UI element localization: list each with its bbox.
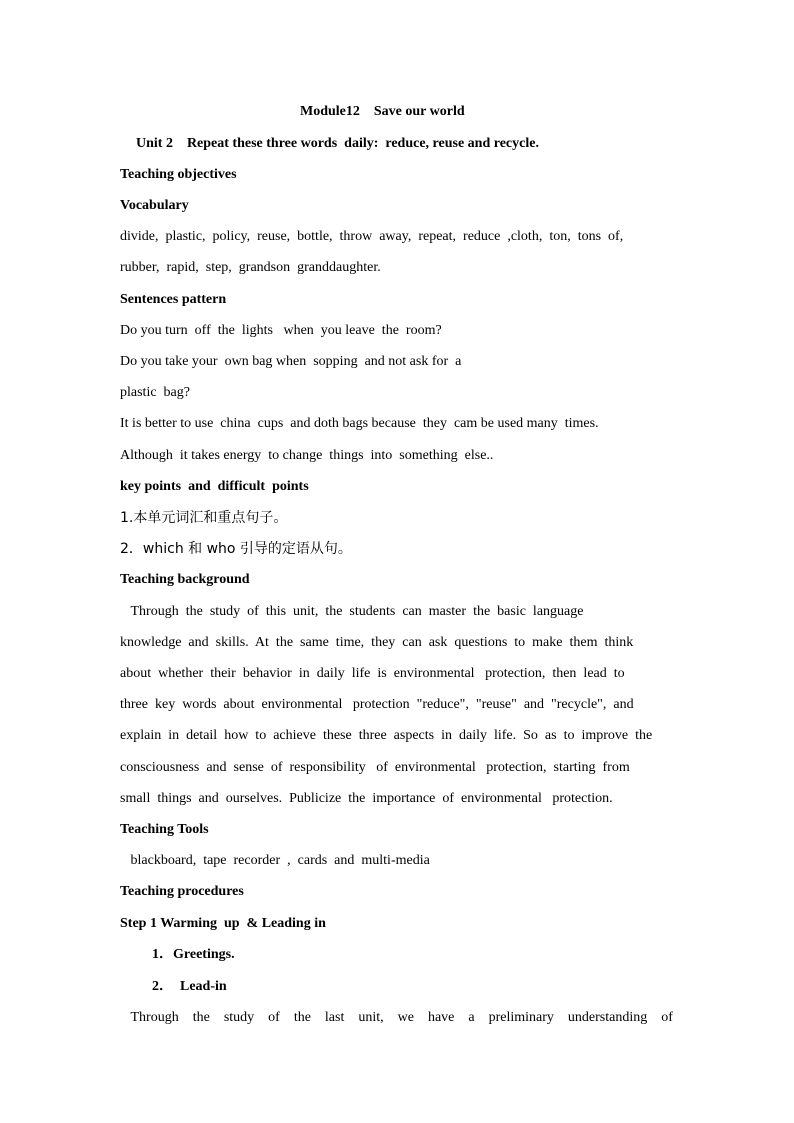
background-line: consciousness and sense of responsibility of environmental protection, starting from — [120, 760, 630, 775]
sentence-line: plastic bag? — [120, 385, 190, 400]
step1-text: Through the study of the last unit, we have a preliminary understanding of — [120, 1010, 673, 1025]
background-line: Through the study of this unit, the students can master the basic language — [120, 604, 584, 619]
sentences-heading: Sentences pattern — [120, 292, 227, 307]
vocabulary-line: rubber, rapid, step, grandson granddaughter. — [120, 260, 381, 275]
sentence-line: Do you take your own bag when sopping and not ask for a — [120, 354, 462, 369]
step1-item: 2． Lead-in — [152, 979, 227, 994]
keypoint-item: 1.本单元词汇和重点句子。 — [120, 510, 288, 526]
tools-heading: Teaching Tools — [120, 822, 209, 837]
keypoint-item: 2．which 和 who 引导的定语从句。 — [120, 541, 352, 557]
step1-heading: Step 1 Warming up & Leading in — [120, 916, 326, 931]
sentence-line: Although it takes energy to change things into something else.. — [120, 448, 494, 463]
background-heading: Teaching background — [120, 572, 250, 587]
background-line: about whether their behavior in daily life is environmental protection, then lead to — [120, 666, 625, 681]
procedures-heading: Teaching procedures — [120, 884, 244, 899]
sentence-line: Do you turn off the lights when you leave the room? — [120, 323, 442, 338]
vocabulary-line: divide, plastic, policy, reuse, bottle, throw away, repeat, reduce ,cloth, ton, tons of, — [120, 229, 624, 244]
sentence-line: It is better to use china cups and doth bags because they cam be used many times. — [120, 416, 599, 431]
vocabulary-heading: Vocabulary — [120, 198, 189, 213]
step1-item: 1．Greetings. — [152, 947, 235, 962]
background-line: knowledge and skills. At the same time, they can ask questions to make them think — [120, 635, 634, 650]
keypoints-heading: key points and difficult points — [120, 479, 309, 494]
objectives-heading: Teaching objectives — [120, 167, 237, 182]
background-line: small things and ourselves. Publicize the importance of environmental protection. — [120, 791, 613, 806]
background-line: three key words about environmental protection "reduce", "reuse" and "recycle", and — [120, 697, 634, 712]
document-title: Module12 Save our world — [300, 104, 465, 119]
unit-heading: Unit 2 Repeat these three words daily: reduce, reuse and recycle. — [136, 136, 539, 151]
tools-line: blackboard, tape recorder , cards and multi-media — [120, 853, 430, 868]
background-line: explain in detail how to achieve these three aspects in daily life. So as to improve the — [120, 728, 653, 743]
